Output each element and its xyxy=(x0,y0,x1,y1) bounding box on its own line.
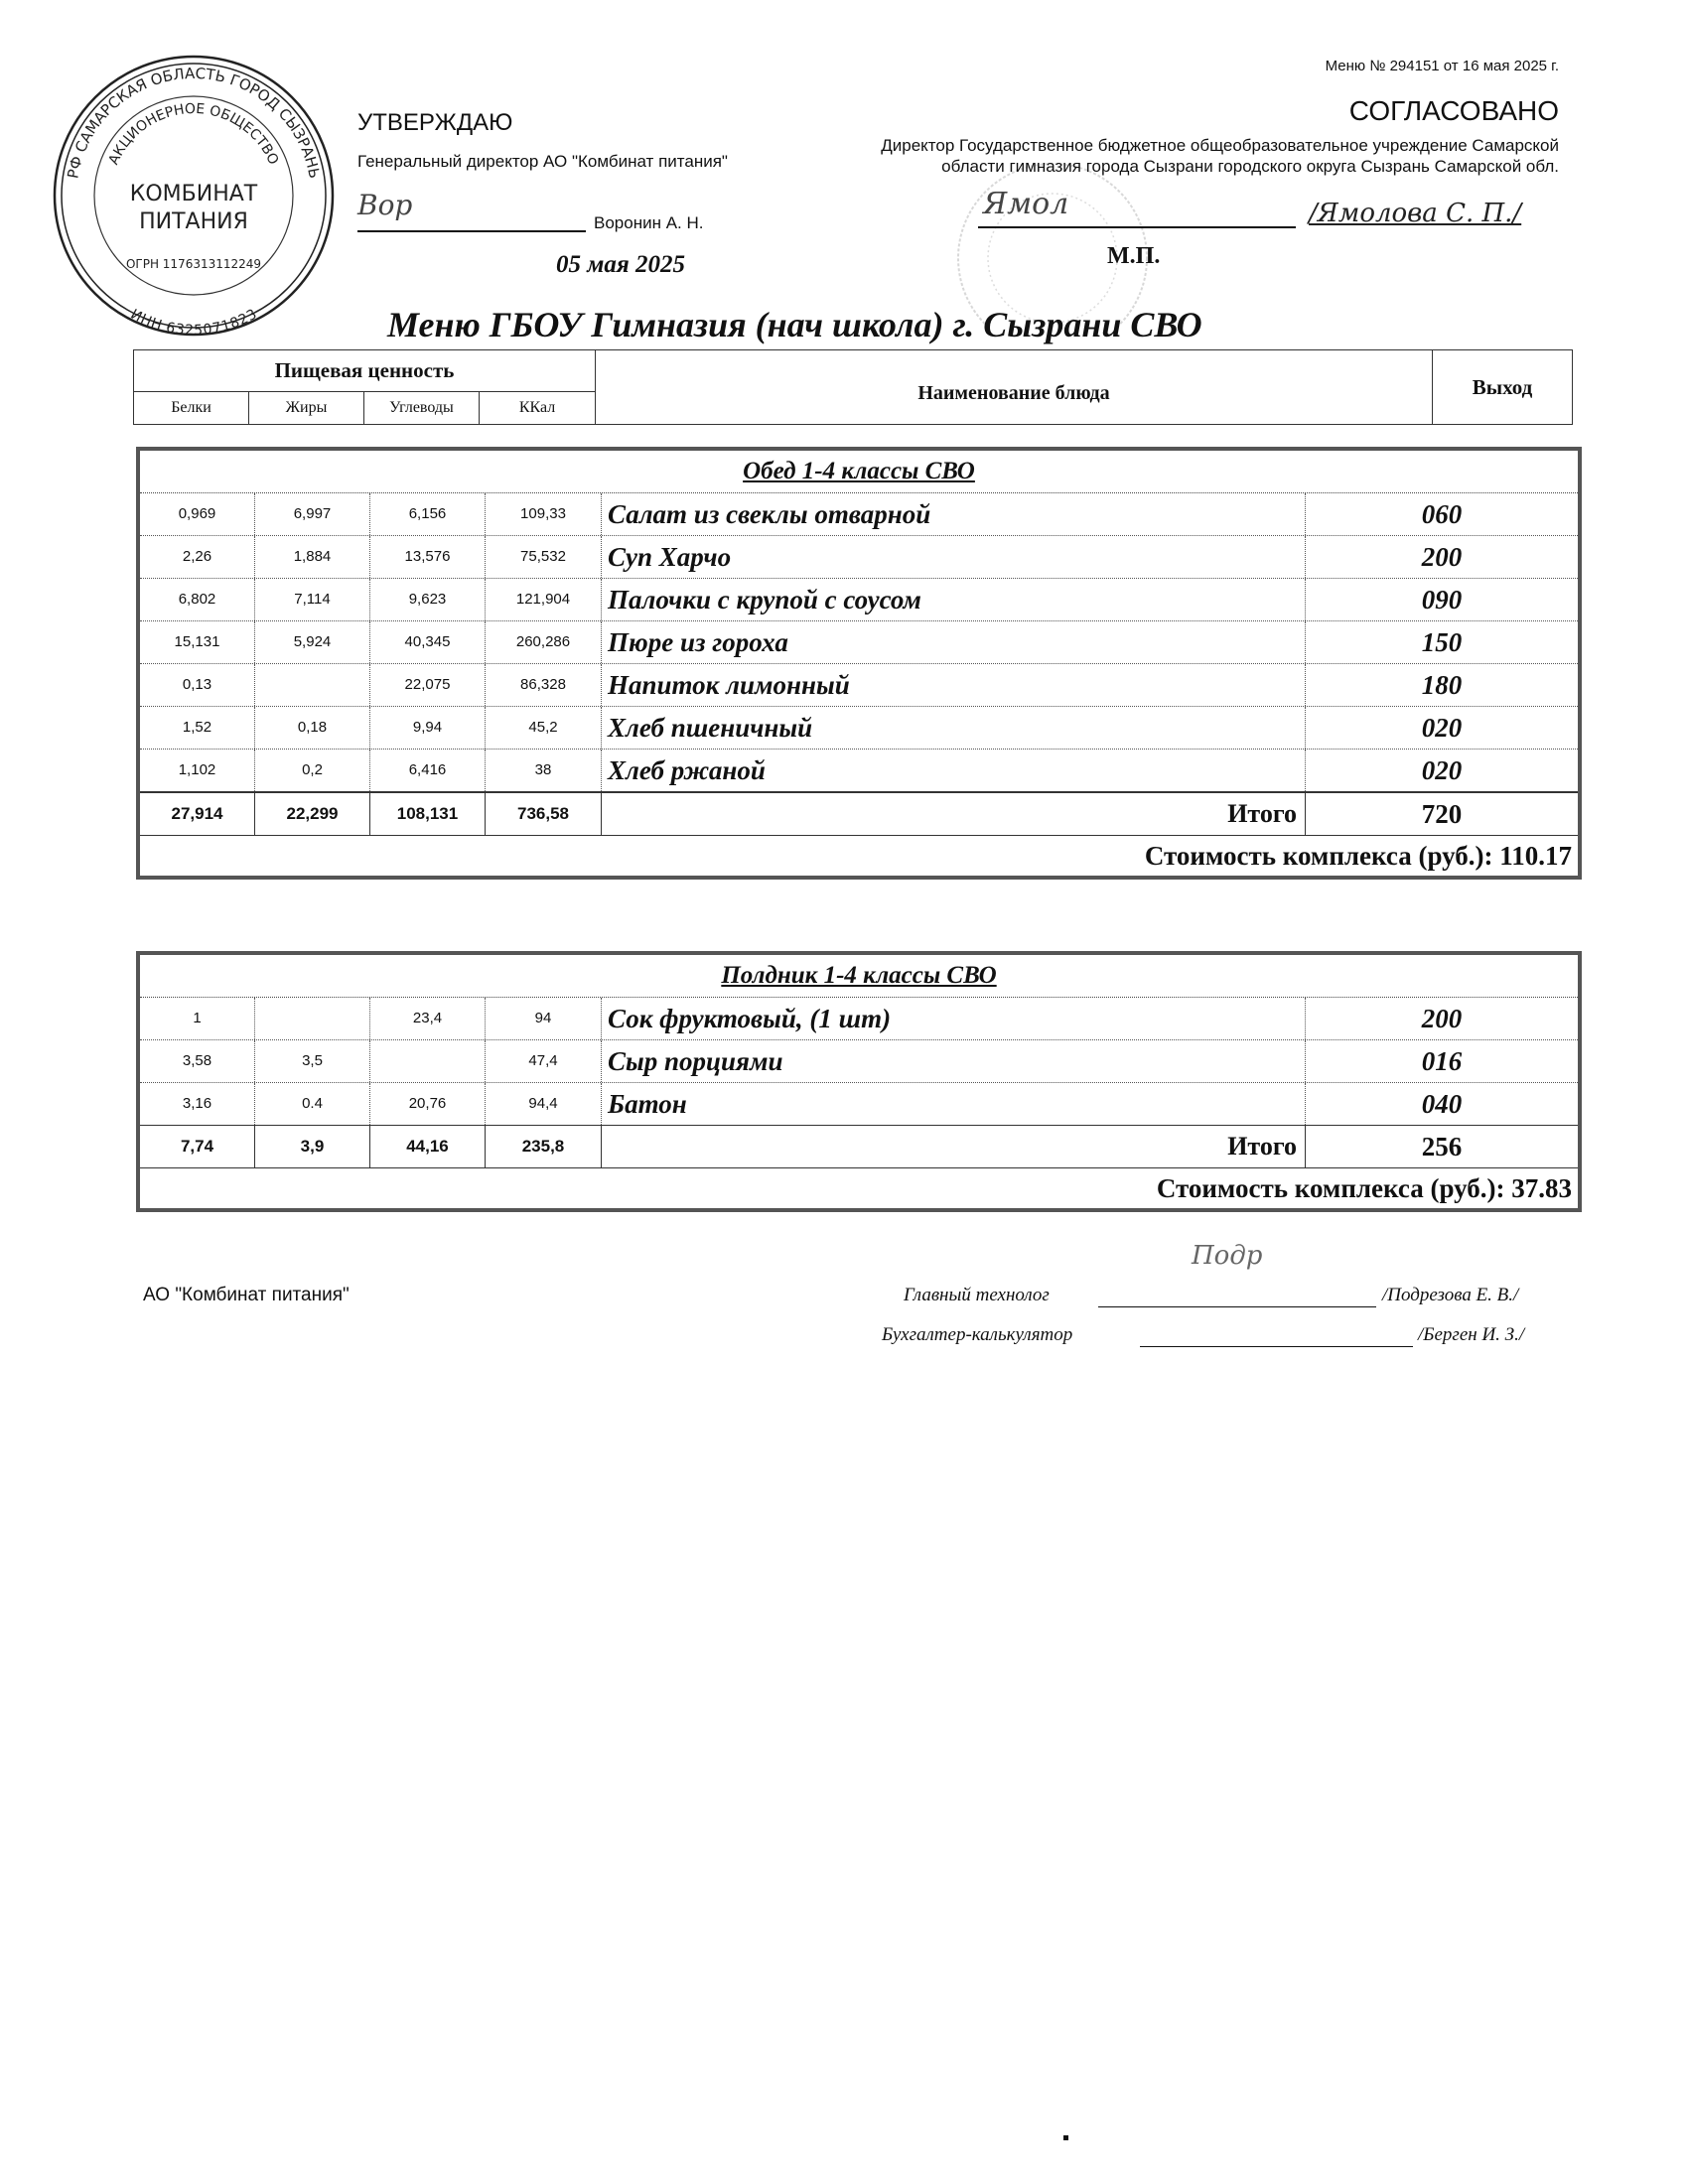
output-cell: 090 xyxy=(1421,585,1463,614)
fat-cell: 0,18 xyxy=(255,707,370,749)
output-cell: 020 xyxy=(1421,713,1463,743)
carbs-cell xyxy=(370,1040,486,1082)
column-header-table xyxy=(133,349,1573,425)
header-fat: Жиры xyxy=(249,392,364,424)
fat-cell: 0.4 xyxy=(255,1083,370,1125)
total-kcal: 235,8 xyxy=(486,1126,602,1167)
total-row xyxy=(140,1125,1578,1168)
carbs-cell: 6,156 xyxy=(370,493,486,535)
table-row xyxy=(140,998,1578,1040)
dish-cell: Салат из свеклы отварной xyxy=(602,493,1306,535)
output-cell: 180 xyxy=(1421,670,1463,700)
company-stamp xyxy=(50,52,338,340)
carbs-cell: 9,623 xyxy=(370,579,486,620)
protein-cell: 3,16 xyxy=(140,1083,255,1125)
kcal-cell: 45,2 xyxy=(486,707,602,749)
protein-cell: 15,131 xyxy=(140,621,255,663)
table-row xyxy=(140,579,1578,621)
technologist-signature-line xyxy=(1098,1306,1376,1307)
fat-cell: 0,2 xyxy=(255,750,370,791)
dish-cell: Палочки с крупой с соусом xyxy=(602,579,1306,620)
stamp-center-line1: КОМБИНАТ xyxy=(129,182,258,206)
stamp-center-line2: ПИТАНИЯ xyxy=(139,209,248,234)
approved-title: УТВЕРЖДАЮ xyxy=(357,109,513,136)
kcal-cell: 94 xyxy=(486,998,602,1039)
total-kcal: 736,58 xyxy=(486,793,602,835)
protein-cell: 1 xyxy=(140,998,255,1039)
dish-cell: Батон xyxy=(602,1083,1306,1125)
total-row xyxy=(140,791,1578,836)
agreed-signature: Ямол xyxy=(983,187,1069,221)
meal-cost: Стоимость комплекса (руб.): 110.17 xyxy=(1144,841,1572,871)
table-row xyxy=(140,664,1578,707)
total-fat: 3,9 xyxy=(255,1126,370,1167)
fat-cell: 1,884 xyxy=(255,536,370,578)
table-row xyxy=(140,707,1578,750)
protein-cell: 1,102 xyxy=(140,750,255,791)
table-row xyxy=(140,493,1578,536)
fat-cell: 6,997 xyxy=(255,493,370,535)
technologist-name: /Подрезова Е. В./ xyxy=(1382,1285,1519,1305)
fat-cell: 7,114 xyxy=(255,579,370,620)
dish-cell: Сыр порциями xyxy=(602,1040,1306,1082)
meal-cost: Стоимость комплекса (руб.): 37.83 xyxy=(1156,1173,1572,1203)
approved-name: Воронин А. Н. xyxy=(594,213,704,232)
meal-title: Полдник 1-4 классы СВО xyxy=(140,955,1578,998)
dish-cell: Хлеб ржаной xyxy=(602,750,1306,791)
accountant-label: Бухгалтер-калькулятор xyxy=(882,1324,1073,1345)
output-cell: 150 xyxy=(1421,627,1463,657)
dish-cell: Суп Харчо xyxy=(602,536,1306,578)
header-carbs: Углеводы xyxy=(364,392,480,424)
approved-position: Генеральный директор АО "Комбинат питания" xyxy=(357,152,728,171)
accountant-name: /Берген И. З./ xyxy=(1418,1324,1525,1345)
total-output: 720 xyxy=(1421,799,1463,829)
stamp-ogrn: ОГРН 1176313112249 xyxy=(125,257,262,271)
fat-cell: 5,924 xyxy=(255,621,370,663)
stamp-inn: ИНН 6325071823 xyxy=(127,306,260,339)
kcal-cell: 94,4 xyxy=(486,1083,602,1125)
protein-cell: 0,969 xyxy=(140,493,255,535)
accountant-signature-line xyxy=(1140,1346,1413,1347)
agreed-title: СОГЛАСОВАНО xyxy=(1348,95,1559,126)
header-dish: Наименование блюда xyxy=(596,350,1433,424)
meal-section-lunch xyxy=(136,447,1582,880)
meal-section-snack xyxy=(136,951,1582,1212)
technologist-signature: Подр xyxy=(1192,1241,1263,1271)
protein-cell: 0,13 xyxy=(140,664,255,706)
document-title: Меню ГБОУ Гимназия (нач школа) г. Сызрани СВО xyxy=(387,305,1202,344)
output-cell: 200 xyxy=(1421,542,1463,572)
dish-cell: Напиток лимонный xyxy=(602,664,1306,706)
kcal-cell: 86,328 xyxy=(486,664,602,706)
total-label: Итого xyxy=(602,793,1306,835)
total-output: 256 xyxy=(1421,1132,1463,1161)
dish-cell: Сок фруктовый, (1 шт) xyxy=(602,998,1306,1039)
approved-signature: Вор xyxy=(357,189,413,221)
scan-speck xyxy=(1063,2135,1068,2140)
fat-cell: 3,5 xyxy=(255,1040,370,1082)
kcal-cell: 109,33 xyxy=(486,493,602,535)
total-fat: 22,299 xyxy=(255,793,370,835)
fat-cell xyxy=(255,998,370,1039)
total-protein: 27,914 xyxy=(140,793,255,835)
total-carbs: 44,16 xyxy=(370,1126,486,1167)
output-cell: 040 xyxy=(1421,1089,1463,1119)
carbs-cell: 9,94 xyxy=(370,707,486,749)
kcal-cell: 121,904 xyxy=(486,579,602,620)
kcal-cell: 38 xyxy=(486,750,602,791)
protein-cell: 2,26 xyxy=(140,536,255,578)
dish-cell: Хлеб пшеничный xyxy=(602,707,1306,749)
agreed-position-line2: области гимназия города Сызрани городского округа Сызрань Самарской обл. xyxy=(941,157,1559,176)
stamp-outer-text: РФ САМАРСКАЯ ОБЛАСТЬ ГОРОД СЫЗРАНЬ xyxy=(64,64,324,181)
svg-text:РФ САМАРСКАЯ ОБЛАСТЬ ГОРОД СЫЗ xyxy=(64,65,323,180)
menu-number: Меню № 294151 от 16 мая 2025 г. xyxy=(1325,58,1559,74)
kcal-cell: 75,532 xyxy=(486,536,602,578)
table-row xyxy=(140,1083,1578,1125)
agreed-position xyxy=(735,135,1559,177)
table-row xyxy=(140,621,1578,664)
approved-date: 05 мая 2025 xyxy=(556,251,686,278)
carbs-cell: 20,76 xyxy=(370,1083,486,1125)
total-carbs: 108,131 xyxy=(370,793,486,835)
technologist-label: Главный технолог xyxy=(904,1285,1050,1305)
protein-cell: 3,58 xyxy=(140,1040,255,1082)
protein-cell: 6,802 xyxy=(140,579,255,620)
agreed-position-line1: Директор Государственное бюджетное общеобразовательное учреждение Самарской xyxy=(881,136,1559,155)
kcal-cell: 260,286 xyxy=(486,621,602,663)
header-nutrition: Пищевая ценность xyxy=(134,350,596,392)
header-output: Выход xyxy=(1472,374,1533,399)
carbs-cell: 40,345 xyxy=(370,621,486,663)
kcal-cell: 47,4 xyxy=(486,1040,602,1082)
meal-title: Обед 1-4 классы СВО xyxy=(140,451,1578,493)
total-label: Итого xyxy=(602,1126,1306,1167)
output-cell: 060 xyxy=(1421,499,1463,529)
stamp-place-label: М.П. xyxy=(1107,243,1161,269)
carbs-cell: 6,416 xyxy=(370,750,486,791)
fat-cell xyxy=(255,664,370,706)
approved-signature-line xyxy=(357,230,586,232)
table-row xyxy=(140,1040,1578,1083)
total-protein: 7,74 xyxy=(140,1126,255,1167)
agreed-name: /Ямолова С. П./ xyxy=(1309,199,1522,228)
footer-organization: АО "Комбинат питания" xyxy=(143,1285,350,1305)
stamp-inner-text: АКЦИОНЕРНОЕ ОБЩЕСТВО xyxy=(105,100,282,168)
output-cell: 020 xyxy=(1421,755,1463,785)
carbs-cell: 22,075 xyxy=(370,664,486,706)
agreed-signature-line xyxy=(978,226,1296,228)
header-protein: Белки xyxy=(134,392,249,424)
header-kcal: ККал xyxy=(480,392,596,424)
output-cell: 200 xyxy=(1421,1004,1463,1033)
output-cell: 016 xyxy=(1421,1046,1463,1076)
protein-cell: 1,52 xyxy=(140,707,255,749)
table-row xyxy=(140,750,1578,791)
carbs-cell: 23,4 xyxy=(370,998,486,1039)
table-row xyxy=(140,536,1578,579)
svg-text:АКЦИОНЕРНОЕ ОБЩЕСТВО xyxy=(106,101,282,168)
dish-cell: Пюре из гороха xyxy=(602,621,1306,663)
carbs-cell: 13,576 xyxy=(370,536,486,578)
